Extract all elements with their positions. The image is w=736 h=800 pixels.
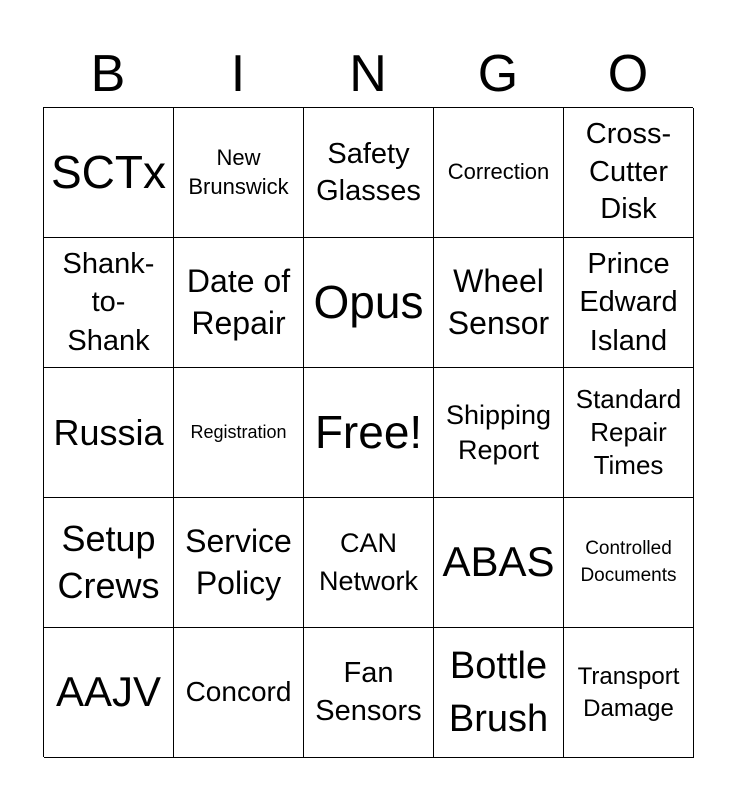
bingo-cell[interactable]: [174, 108, 304, 238]
bingo-cell[interactable]: [174, 238, 304, 368]
bingo-cell-label: Date of Repair: [186, 262, 291, 341]
bingo-cell[interactable]: [174, 368, 304, 498]
bingo-cell[interactable]: [174, 498, 304, 628]
bingo-cell[interactable]: [174, 628, 304, 758]
bingo-cell-label: Service Policy: [185, 522, 292, 601]
bingo-cell-label: Russia: [53, 411, 164, 453]
bingo-cell-label: Concord: [185, 676, 292, 708]
bingo-cell[interactable]: [304, 238, 434, 368]
bingo-cell-label: SCTx: [51, 146, 166, 199]
bingo-cell-label: Cross- Cutter Disk: [585, 117, 672, 226]
bingo-cell-label: New Brunswick: [188, 144, 289, 199]
bingo-header: [43, 40, 693, 108]
bingo-cell[interactable]: [44, 368, 174, 498]
bingo-cell[interactable]: [434, 238, 564, 368]
bingo-cell[interactable]: [44, 628, 174, 758]
header-letter-n: N: [349, 45, 387, 103]
bingo-cell-label: Standard Repair Times: [575, 383, 682, 481]
bingo-cell[interactable]: [44, 498, 174, 628]
bingo-cell-label: Bottle Brush: [448, 645, 549, 740]
header-letter-i: I: [230, 45, 246, 103]
bingo-cell[interactable]: [434, 368, 564, 498]
bingo-cell-label: Fan Sensors: [315, 657, 422, 727]
bingo-cell-label: Free!: [314, 406, 423, 459]
free-space-cell[interactable]: [304, 368, 434, 498]
bingo-cell-label: Shipping Report: [445, 399, 552, 465]
bingo-cell[interactable]: [564, 108, 694, 238]
bingo-cell-label: Transport Damage: [577, 663, 680, 722]
bingo-cell[interactable]: [434, 628, 564, 758]
bingo-cell-label: Shank- to- Shank: [62, 248, 155, 357]
header-letter-o: O: [607, 45, 649, 103]
bingo-cell[interactable]: [304, 628, 434, 758]
bingo-cell[interactable]: [44, 238, 174, 368]
bingo-cell[interactable]: [434, 498, 564, 628]
bingo-cell[interactable]: [564, 628, 694, 758]
bingo-cell-label: Prince Edward Island: [579, 248, 678, 357]
bingo-cell-label: ABAS: [442, 538, 555, 586]
bingo-cell-label: CAN Network: [318, 528, 419, 596]
bingo-cell-label: AAJV: [55, 668, 162, 716]
header-letter-g: G: [477, 45, 519, 103]
bingo-cell-label: Wheel Sensor: [447, 262, 550, 341]
bingo-cell[interactable]: [564, 498, 694, 628]
bingo-cell[interactable]: [434, 108, 564, 238]
bingo-cell[interactable]: [564, 238, 694, 368]
bingo-cell[interactable]: [44, 108, 174, 238]
bingo-cell-label: Correction: [447, 159, 550, 185]
header-letter-b: B: [90, 45, 126, 103]
bingo-cell[interactable]: [304, 108, 434, 238]
bingo-cell[interactable]: [564, 368, 694, 498]
bingo-cell-label: Setup Crews: [57, 517, 160, 606]
bingo-cell[interactable]: [304, 498, 434, 628]
bingo-cell-label: Opus: [313, 276, 424, 329]
bingo-cell-label: Safety Glasses: [316, 138, 421, 207]
bingo-board: [43, 107, 693, 757]
bingo-cell-label: Controlled Documents: [580, 537, 677, 586]
bingo-cell-label: Registration: [190, 421, 287, 442]
